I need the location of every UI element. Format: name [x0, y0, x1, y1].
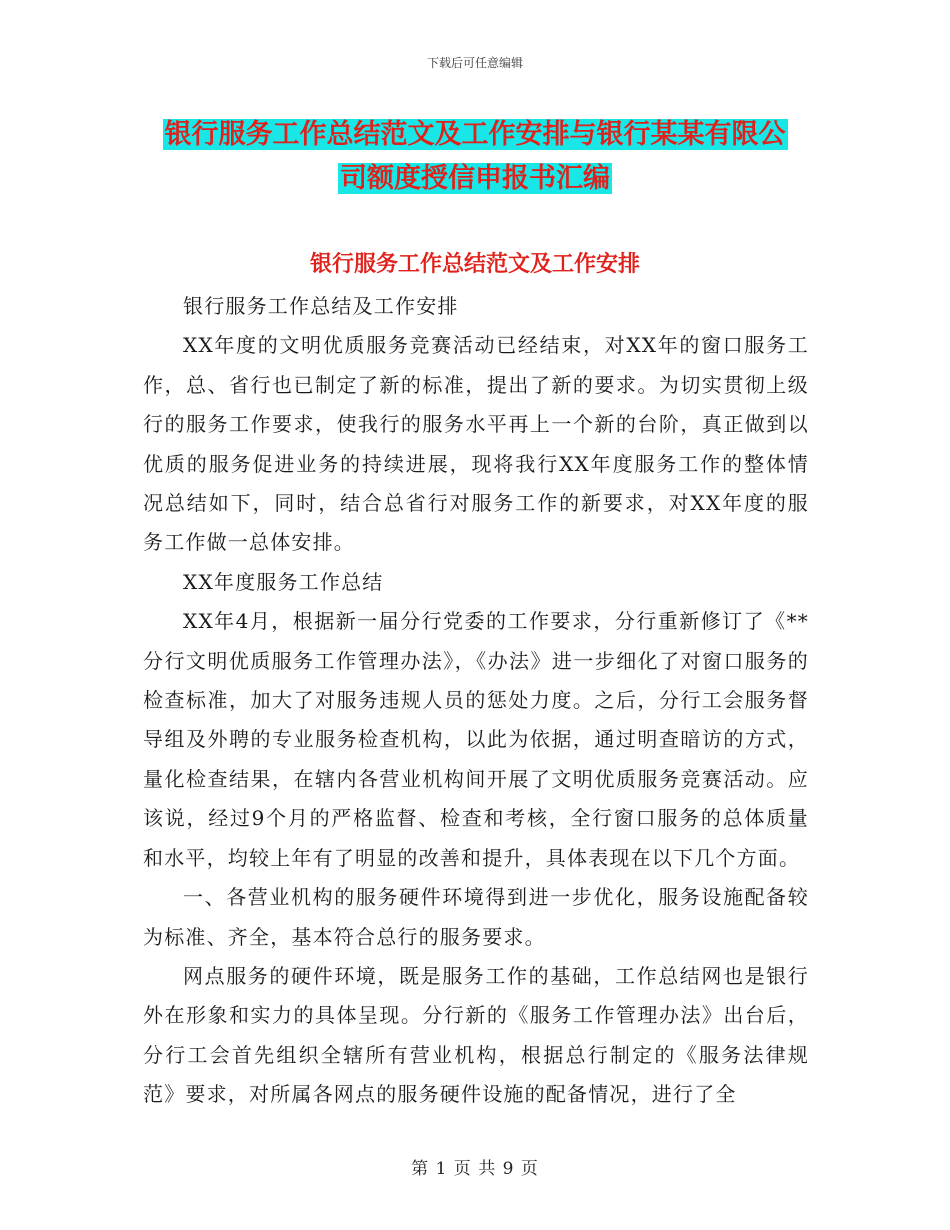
document-title-text-2: 司额度授信申报书汇编: [340, 163, 610, 194]
paragraph: 一、各营业机构的服务硬件环境得到进一步优化，服务设施配备较为标准、齐全，基本符合总行的服务要求。: [143, 885, 809, 949]
section-title: 银行服务工作总结范文及工作安排: [309, 252, 640, 277]
paragraph: 网点服务的硬件环境，既是服务工作的基础，工作总结网也是银行外在形象和实力的具体呈现。分行新的《服务工作管理办法》出台后，分行工会首先组织全辖所有营业机构，根据总行制定的《服务法律规范》要求，对所属各网点的服务硬件设施的配备情况，进行了全: [143, 963, 809, 1107]
paragraph: XX年度的文明优质服务竞赛活动已经结束，对XX年的窗口服务工作，总、省行也已制定了新的标准，提出了新的要求。为切实贯彻上级行的服务工作要求，使我行的服务水平再上一个新的台阶，真正做到以优质的服务促进业务的持续进展，现将我行XX年度服务工作的整体情况总结如下，同时，结合总省行对服务工作的新要求，对XX年度的服务工作做一总体安排。: [143, 333, 809, 555]
paragraph-subtitle: 银行服务工作总结及工作安排: [183, 294, 459, 318]
body-text: [143, 287, 809, 1115]
document-title-line-2: [0, 156, 950, 195]
document-title-text-1: 银行服务工作总结范文及工作安排与银行某某有限公: [164, 119, 786, 150]
document-title-line-1: [0, 112, 950, 151]
paragraph: XX年4月，根据新一届分行党委的工作要求，分行重新修订了《**分行文明优质服务工作管理办法》，《办法》进一步细化了对窗口服务的检查标准，加大了对服务违规人员的惩处力度。之后，分行工会服务督导组及外聘的专业服务检查机构，以此为依据，通过明查暗访的方式，量化检查结果，在辖内各营业机构间开展了文明优质服务竞赛活动。应该说，经过9个月的严格监督、检查和考核，全行窗口服务的总体质量和水平，均较上年有了明显的改善和提升，具体表现在以下几个方面。: [143, 609, 809, 870]
page-footer: 第 1 页 共 9 页: [411, 1159, 539, 1179]
paragraph-heading: XX年度服务工作总结: [183, 569, 384, 594]
header-note: 下载后可任意编辑: [426, 56, 523, 70]
